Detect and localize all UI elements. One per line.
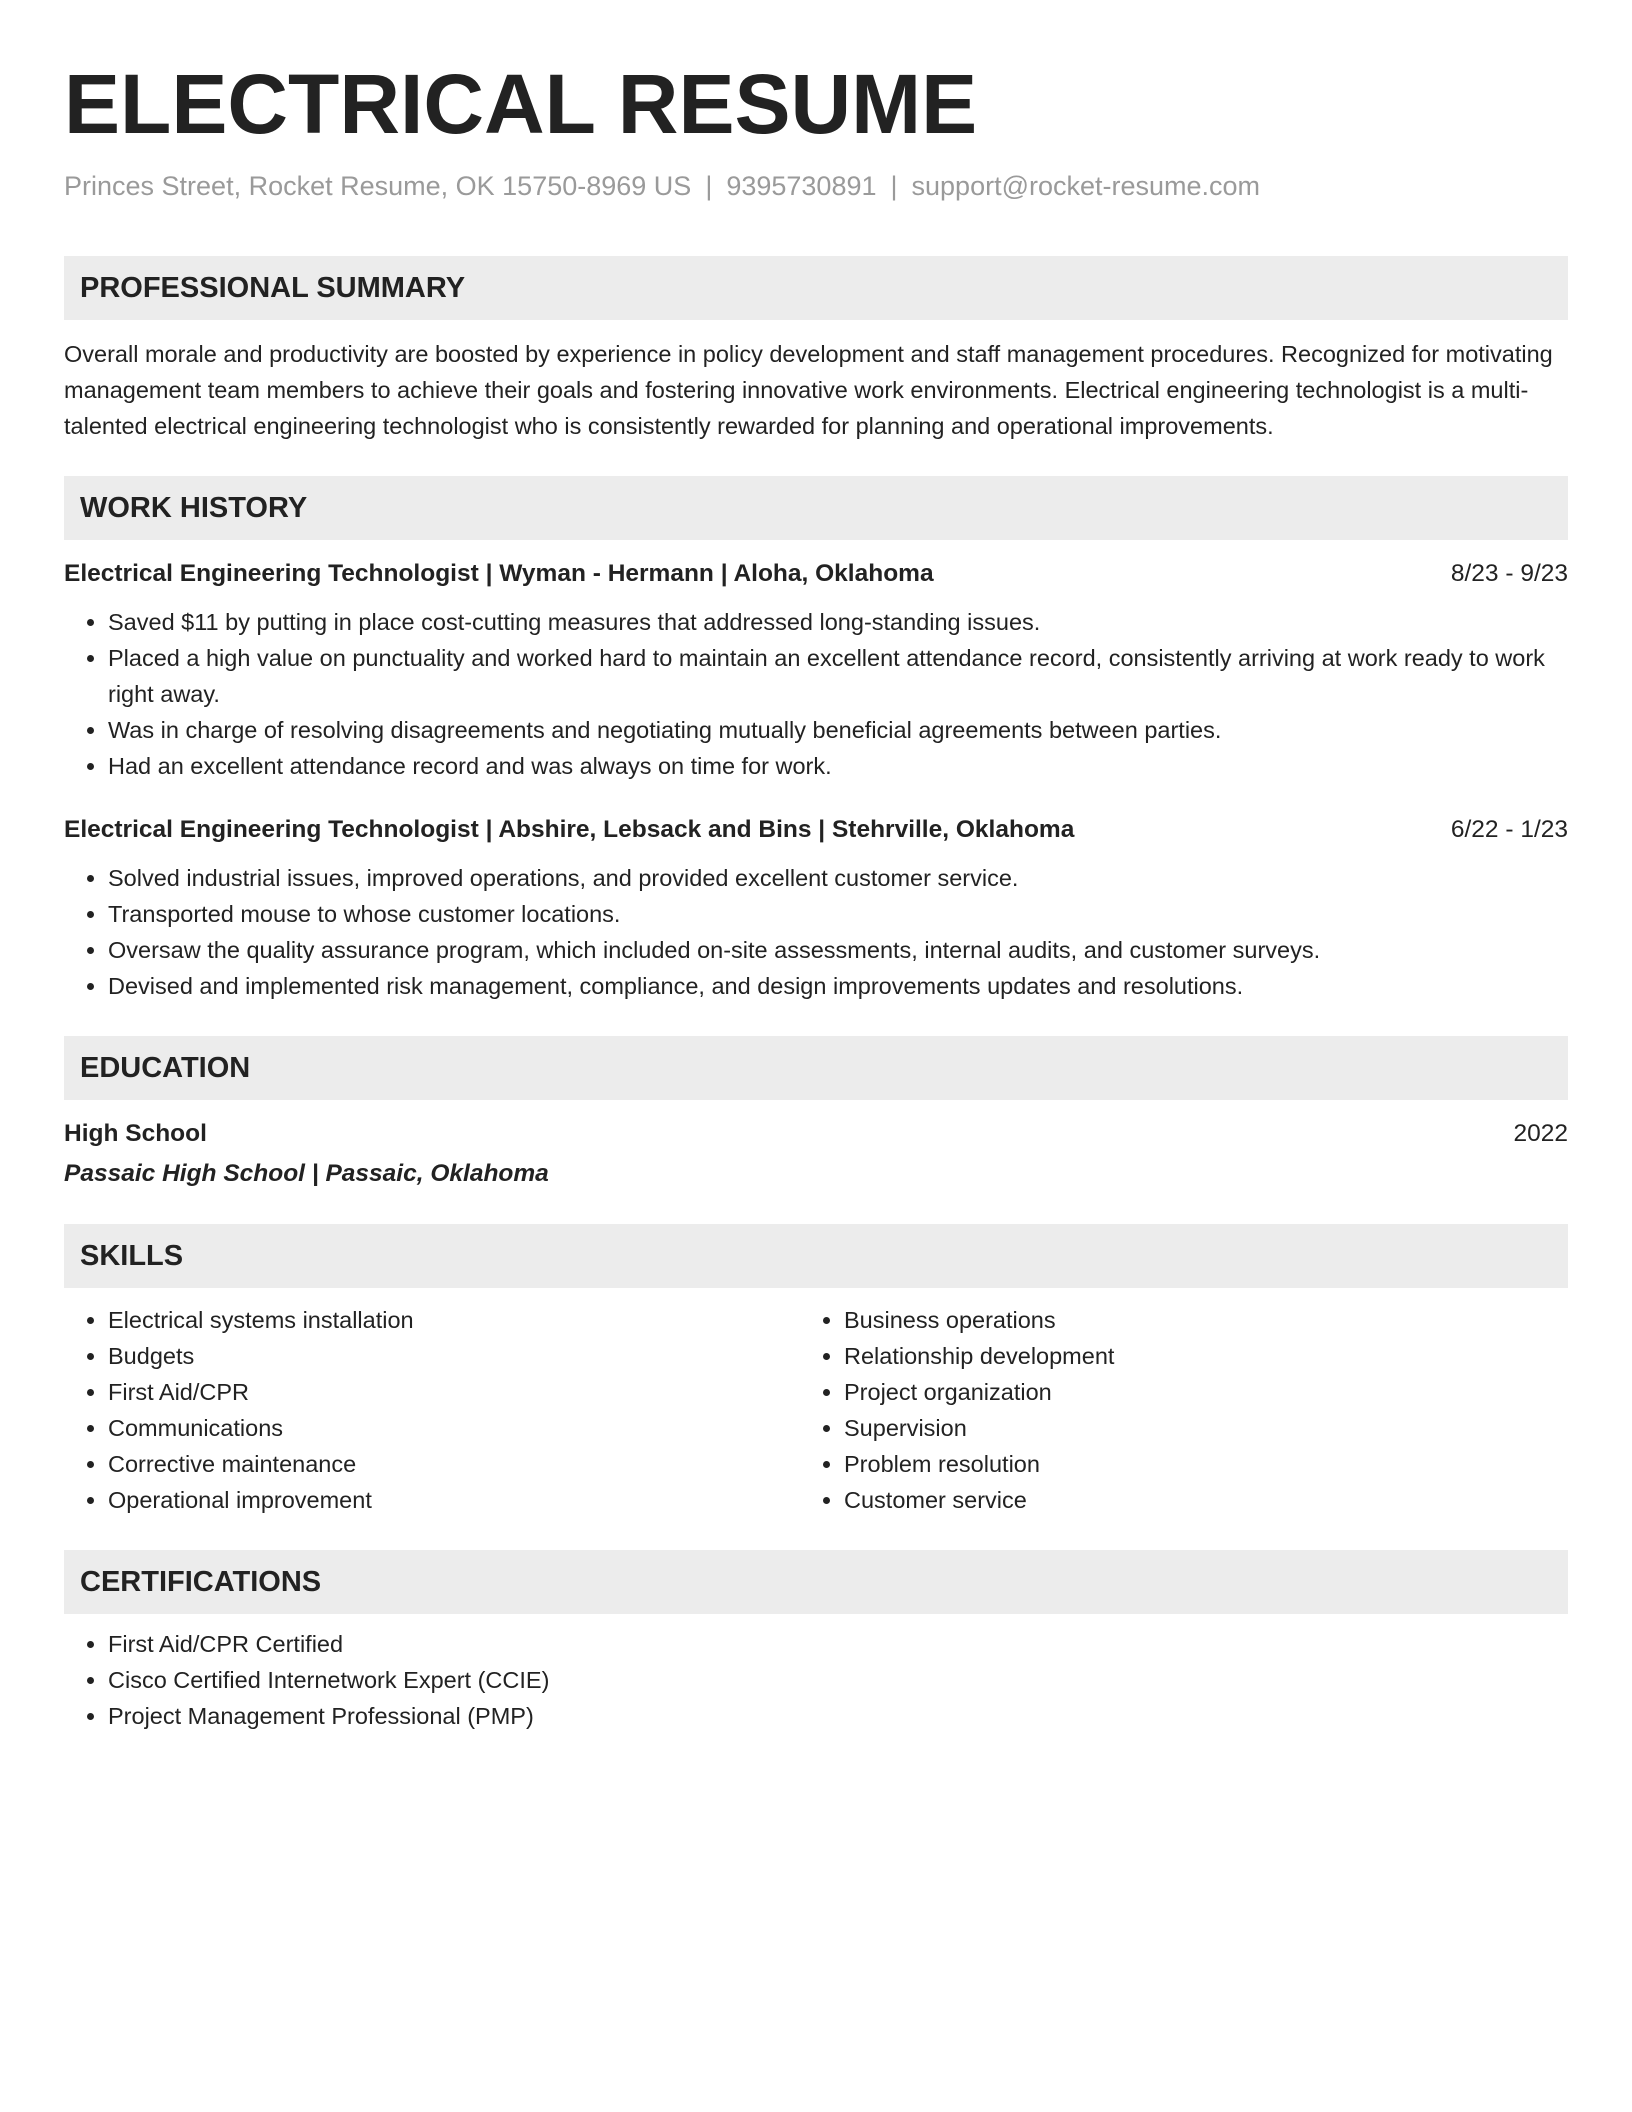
skill-item: • Customer service <box>844 1482 1536 1518</box>
section-heading-certifications: CERTIFICATIONS <box>64 1550 1568 1614</box>
job-entry <box>64 812 1568 1004</box>
job-bullet: • Transported mouse to whose customer locations. <box>108 896 1568 932</box>
job-bullets <box>64 860 1568 1004</box>
certification-item: • Cisco Certified Internetwork Expert (CCIE) <box>108 1662 1568 1698</box>
certification-item: • Project Management Professional (PMP) <box>108 1698 1568 1734</box>
skill-item: • Relationship development <box>844 1338 1536 1374</box>
skill-item: • Communications <box>108 1410 800 1446</box>
job-dates: 6/22 - 1/23 <box>1450 816 1568 843</box>
job-title: Electrical Engineering Technologist | Abshire, Lebsack and Bins | Stehrville, Oklahoma <box>64 816 1075 843</box>
job-title: Electrical Engineering Technologist | Wyman - Hermann | Aloha, Oklahoma <box>64 560 934 587</box>
education-header <box>64 1116 1568 1152</box>
contact-separator: | <box>890 171 898 201</box>
section-heading-summary: PROFESSIONAL SUMMARY <box>64 256 1568 320</box>
job-bullet: • Solved industrial issues, improved operations, and provided excellent customer service. <box>108 860 1568 896</box>
education-year: 2022 <box>1513 1120 1568 1147</box>
job-header <box>64 812 1568 848</box>
section-heading-skills: SKILLS <box>64 1224 1568 1288</box>
certifications-list <box>64 1626 1568 1734</box>
summary-text: Overall morale and productivity are boosted by experience in policy development and staff management procedures. Recognized for motivating management team members to achieve their goals and fostering innovative work environments. Electrical engineering technologist is a multi-talented electrical engineering technologist who is consistently rewarded for planning and operational improvements. <box>64 341 1553 439</box>
resume-title: ELECTRICAL RESUME <box>64 57 978 151</box>
skill-item: • Problem resolution <box>844 1446 1536 1482</box>
job-bullet: • Oversaw the quality assurance program, which included on-site assessments, internal audits, and customer surveys. <box>108 932 1568 968</box>
certification-item: • First Aid/CPR Certified <box>108 1626 1568 1662</box>
skill-item: • Operational improvement <box>108 1482 800 1518</box>
skill-item: • First Aid/CPR <box>108 1374 800 1410</box>
section-heading-education: EDUCATION <box>64 1036 1568 1100</box>
job-bullets <box>64 604 1568 784</box>
contact-line <box>64 168 1568 204</box>
contact-address: Princes Street, Rocket Resume, OK 15750-8969 US <box>64 171 692 201</box>
skill-item: • Corrective maintenance <box>108 1446 800 1482</box>
job-bullet: • Saved $11 by putting in place cost-cutting measures that addressed long-standing issues. <box>108 604 1568 640</box>
education-degree: High School <box>64 1120 207 1147</box>
skill-item: • Supervision <box>844 1410 1536 1446</box>
skills-columns <box>64 1302 1568 1518</box>
education-school: Passaic High School | Passaic, Oklahoma <box>64 1160 549 1187</box>
job-bullet: • Had an excellent attendance record and was always on time for work. <box>108 748 1568 784</box>
section-heading-work-history: WORK HISTORY <box>64 476 1568 540</box>
job-bullet: • Devised and implemented risk management, compliance, and design improvements updates and resolutions. <box>108 968 1568 1004</box>
contact-phone: 9395730891 <box>726 171 877 201</box>
job-bullet: • Was in charge of resolving disagreements and negotiating mutually beneficial agreements between parties. <box>108 712 1568 748</box>
skill-item: • Project organization <box>844 1374 1536 1410</box>
skills-list-left <box>64 1302 800 1518</box>
skill-item: • Business operations <box>844 1302 1536 1338</box>
job-header <box>64 556 1568 592</box>
job-bullet: • Placed a high value on punctuality and worked hard to maintain an excellent attendance record, consistently arriving at work ready to work right away. <box>108 640 1568 712</box>
job-entry <box>64 556 1568 784</box>
skills-list-right <box>800 1302 1536 1518</box>
job-dates: 8/23 - 9/23 <box>1450 560 1568 587</box>
skill-item: • Electrical systems installation <box>108 1302 800 1338</box>
skill-item: • Budgets <box>108 1338 800 1374</box>
contact-email: support@rocket-resume.com <box>911 171 1261 201</box>
contact-separator: | <box>705 171 713 201</box>
